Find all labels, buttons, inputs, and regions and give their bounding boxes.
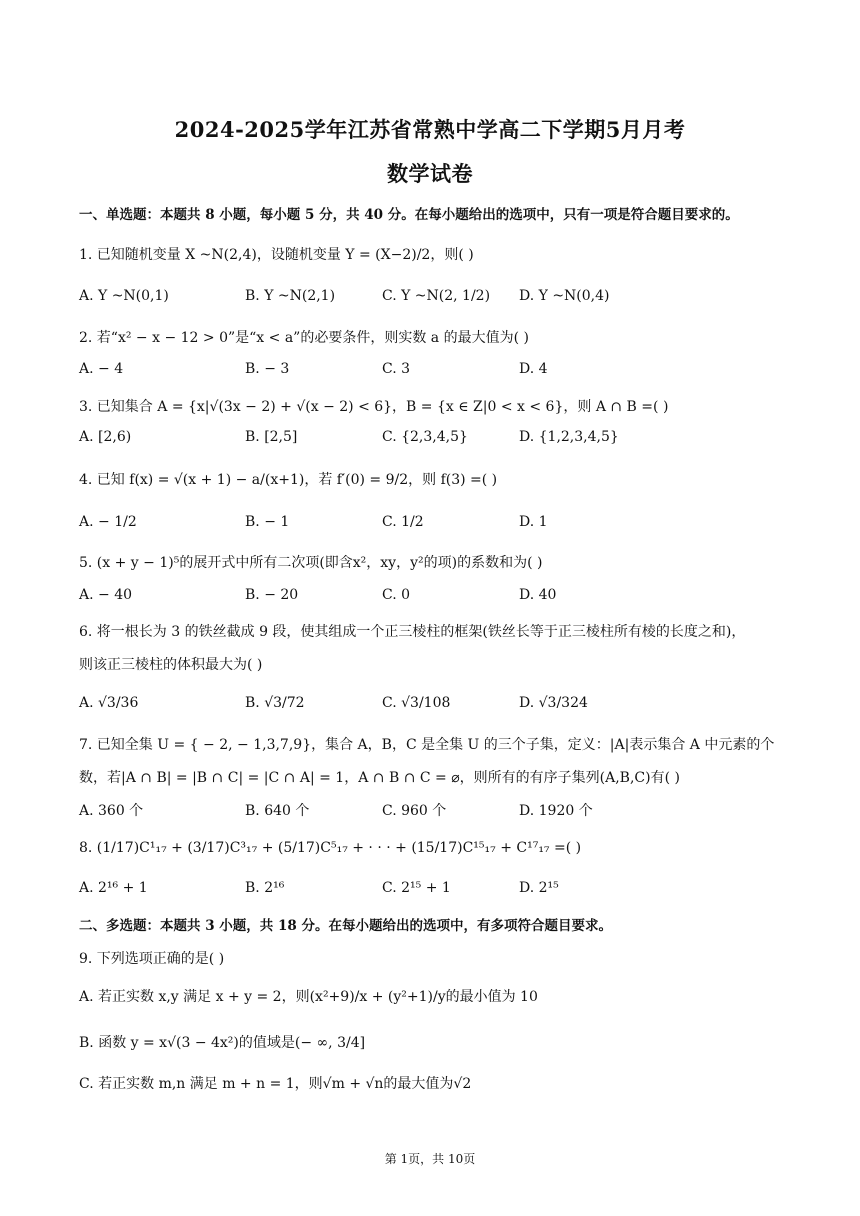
question-5-option-d: D. 40	[519, 587, 557, 603]
question-2-option-c: C. 3	[382, 361, 411, 377]
question-8-option-a: A. 2¹⁶ + 1	[79, 880, 148, 896]
question-4-option-b: B. − 1	[245, 514, 290, 530]
question-7-stem: 7. 已知全集 U = { − 2, − 1,3,7,9}，集合 A，B，C 是全集 U 的三个子集，定义：|A|表示集合 A 中元素的个	[79, 737, 775, 753]
question-6-stem-line2: 则该正三棱柱的体积最大为( )	[79, 657, 263, 673]
question-7-option-a: A. 360 个	[79, 803, 144, 819]
question-6-option-d: D. √3/324	[519, 695, 588, 711]
question-9-option-a: A. 若正实数 x,y 满足 x + y = 2，则(x²+9)/x + (y²+1)/y的最小值为 10	[79, 989, 538, 1005]
question-7-option-b: B. 640 个	[245, 803, 310, 819]
question-7-stem-line2: 数，若|A ∩ B| = |B ∩ C| = |C ∩ A| = 1，A ∩ B ∩ C = ⌀，则所有的有序子集列(A,B,C)有( )	[79, 770, 680, 786]
question-1-option-b: B. Y ~N(2,1)	[245, 288, 336, 304]
question-5-option-c: C. 0	[382, 587, 411, 603]
question-2-option-a: A. − 4	[79, 361, 124, 377]
question-3-option-c: C. {2,3,4,5}	[382, 429, 468, 445]
exam-subtitle: 数学试卷	[387, 161, 473, 186]
question-9-option-c: C. 若正实数 m,n 满足 m + n = 1，则√m + √n的最大值为√2	[79, 1076, 472, 1092]
question-1-option-d: D. Y ~N(0,4)	[519, 288, 610, 304]
question-8-stem: 8. (1/17)C¹₁₇ + (3/17)C³₁₇ + (5/17)C⁵₁₇ + · · · + (15/17)C¹⁵₁₇ + C¹⁷₁₇ =( )	[79, 840, 582, 856]
question-5-option-a: A. − 40	[79, 587, 133, 603]
question-3-option-b: B. [2,5]	[245, 429, 298, 445]
question-5-stem: 5. (x + y − 1)⁵的展开式中所有二次项(即含x²，xy，y²的项)的系数和为( )	[79, 555, 543, 571]
question-7-option-c: C. 960 个	[382, 803, 447, 819]
question-4-option-d: D. 1	[519, 514, 548, 530]
question-7-option-d: D. 1920 个	[519, 803, 593, 819]
question-8-option-c: C. 2¹⁵ + 1	[382, 880, 451, 896]
question-8-option-b: B. 2¹⁶	[245, 880, 285, 896]
question-6-option-b: B. √3/72	[245, 695, 305, 711]
question-1-stem: 1. 已知随机变量 X ~N(2,4)，设随机变量 Y = (X−2)/2，则( )	[79, 247, 474, 263]
exam-title: 2024-2025学年江苏省常熟中学高二下学期5月月考	[174, 117, 686, 142]
section-heading-multiple-choice: 二、多选题：本题共 3 小题，共 18 分。在每小题给出的选项中，有多项符合题目要求。	[79, 918, 612, 934]
question-2-stem: 2. 若“x² − x − 12 > 0”是“x < a”的必要条件，则实数 a 的最大值为( )	[79, 330, 529, 346]
question-6-stem: 6. 将一根长为 3 的铁丝截成 9 段，使其组成一个正三棱柱的框架(铁丝长等于正三棱柱所有棱的长度之和)，	[79, 624, 746, 640]
page-footer: 第 1页，共 10页	[384, 1152, 476, 1166]
question-6-option-a: A. √3/36	[79, 695, 139, 711]
question-4-stem: 4. 已知 f(x) = √(x + 1) − a/(x+1)，若 f′(0) = 9/2，则 f(3) =( )	[79, 472, 498, 488]
question-9-stem: 9. 下列选项正确的是( )	[79, 951, 225, 967]
question-5-option-b: B. − 20	[245, 587, 299, 603]
question-8-option-d: D. 2¹⁵	[519, 880, 559, 896]
question-3-option-a: A. [2,6)	[79, 429, 132, 445]
question-3-stem: 3. 已知集合 A = {x|√(3x − 2) + √(x − 2) < 6}，B = {x ∈ Z|0 < x < 6}，则 A ∩ B =( )	[79, 399, 669, 415]
question-3-option-d: D. {1,2,3,4,5}	[519, 429, 619, 445]
question-4-option-a: A. − 1/2	[79, 514, 137, 530]
section-heading-single-choice: 一、单选题：本题共 8 小题，每小题 5 分，共 40 分。在每小题给出的选项中，只有一项是符合题目要求的。	[79, 207, 739, 223]
question-9-option-b: B. 函数 y = x√(3 − 4x²)的值域是(− ∞, 3/4]	[79, 1035, 366, 1051]
question-2-option-b: B. − 3	[245, 361, 290, 377]
question-1-option-a: A. Y ~N(0,1)	[79, 288, 169, 304]
question-4-option-c: C. 1/2	[382, 514, 424, 530]
question-1-option-c: C. Y ~N(2, 1/2)	[382, 288, 491, 304]
question-6-option-c: C. √3/108	[382, 695, 451, 711]
question-2-option-d: D. 4	[519, 361, 548, 377]
